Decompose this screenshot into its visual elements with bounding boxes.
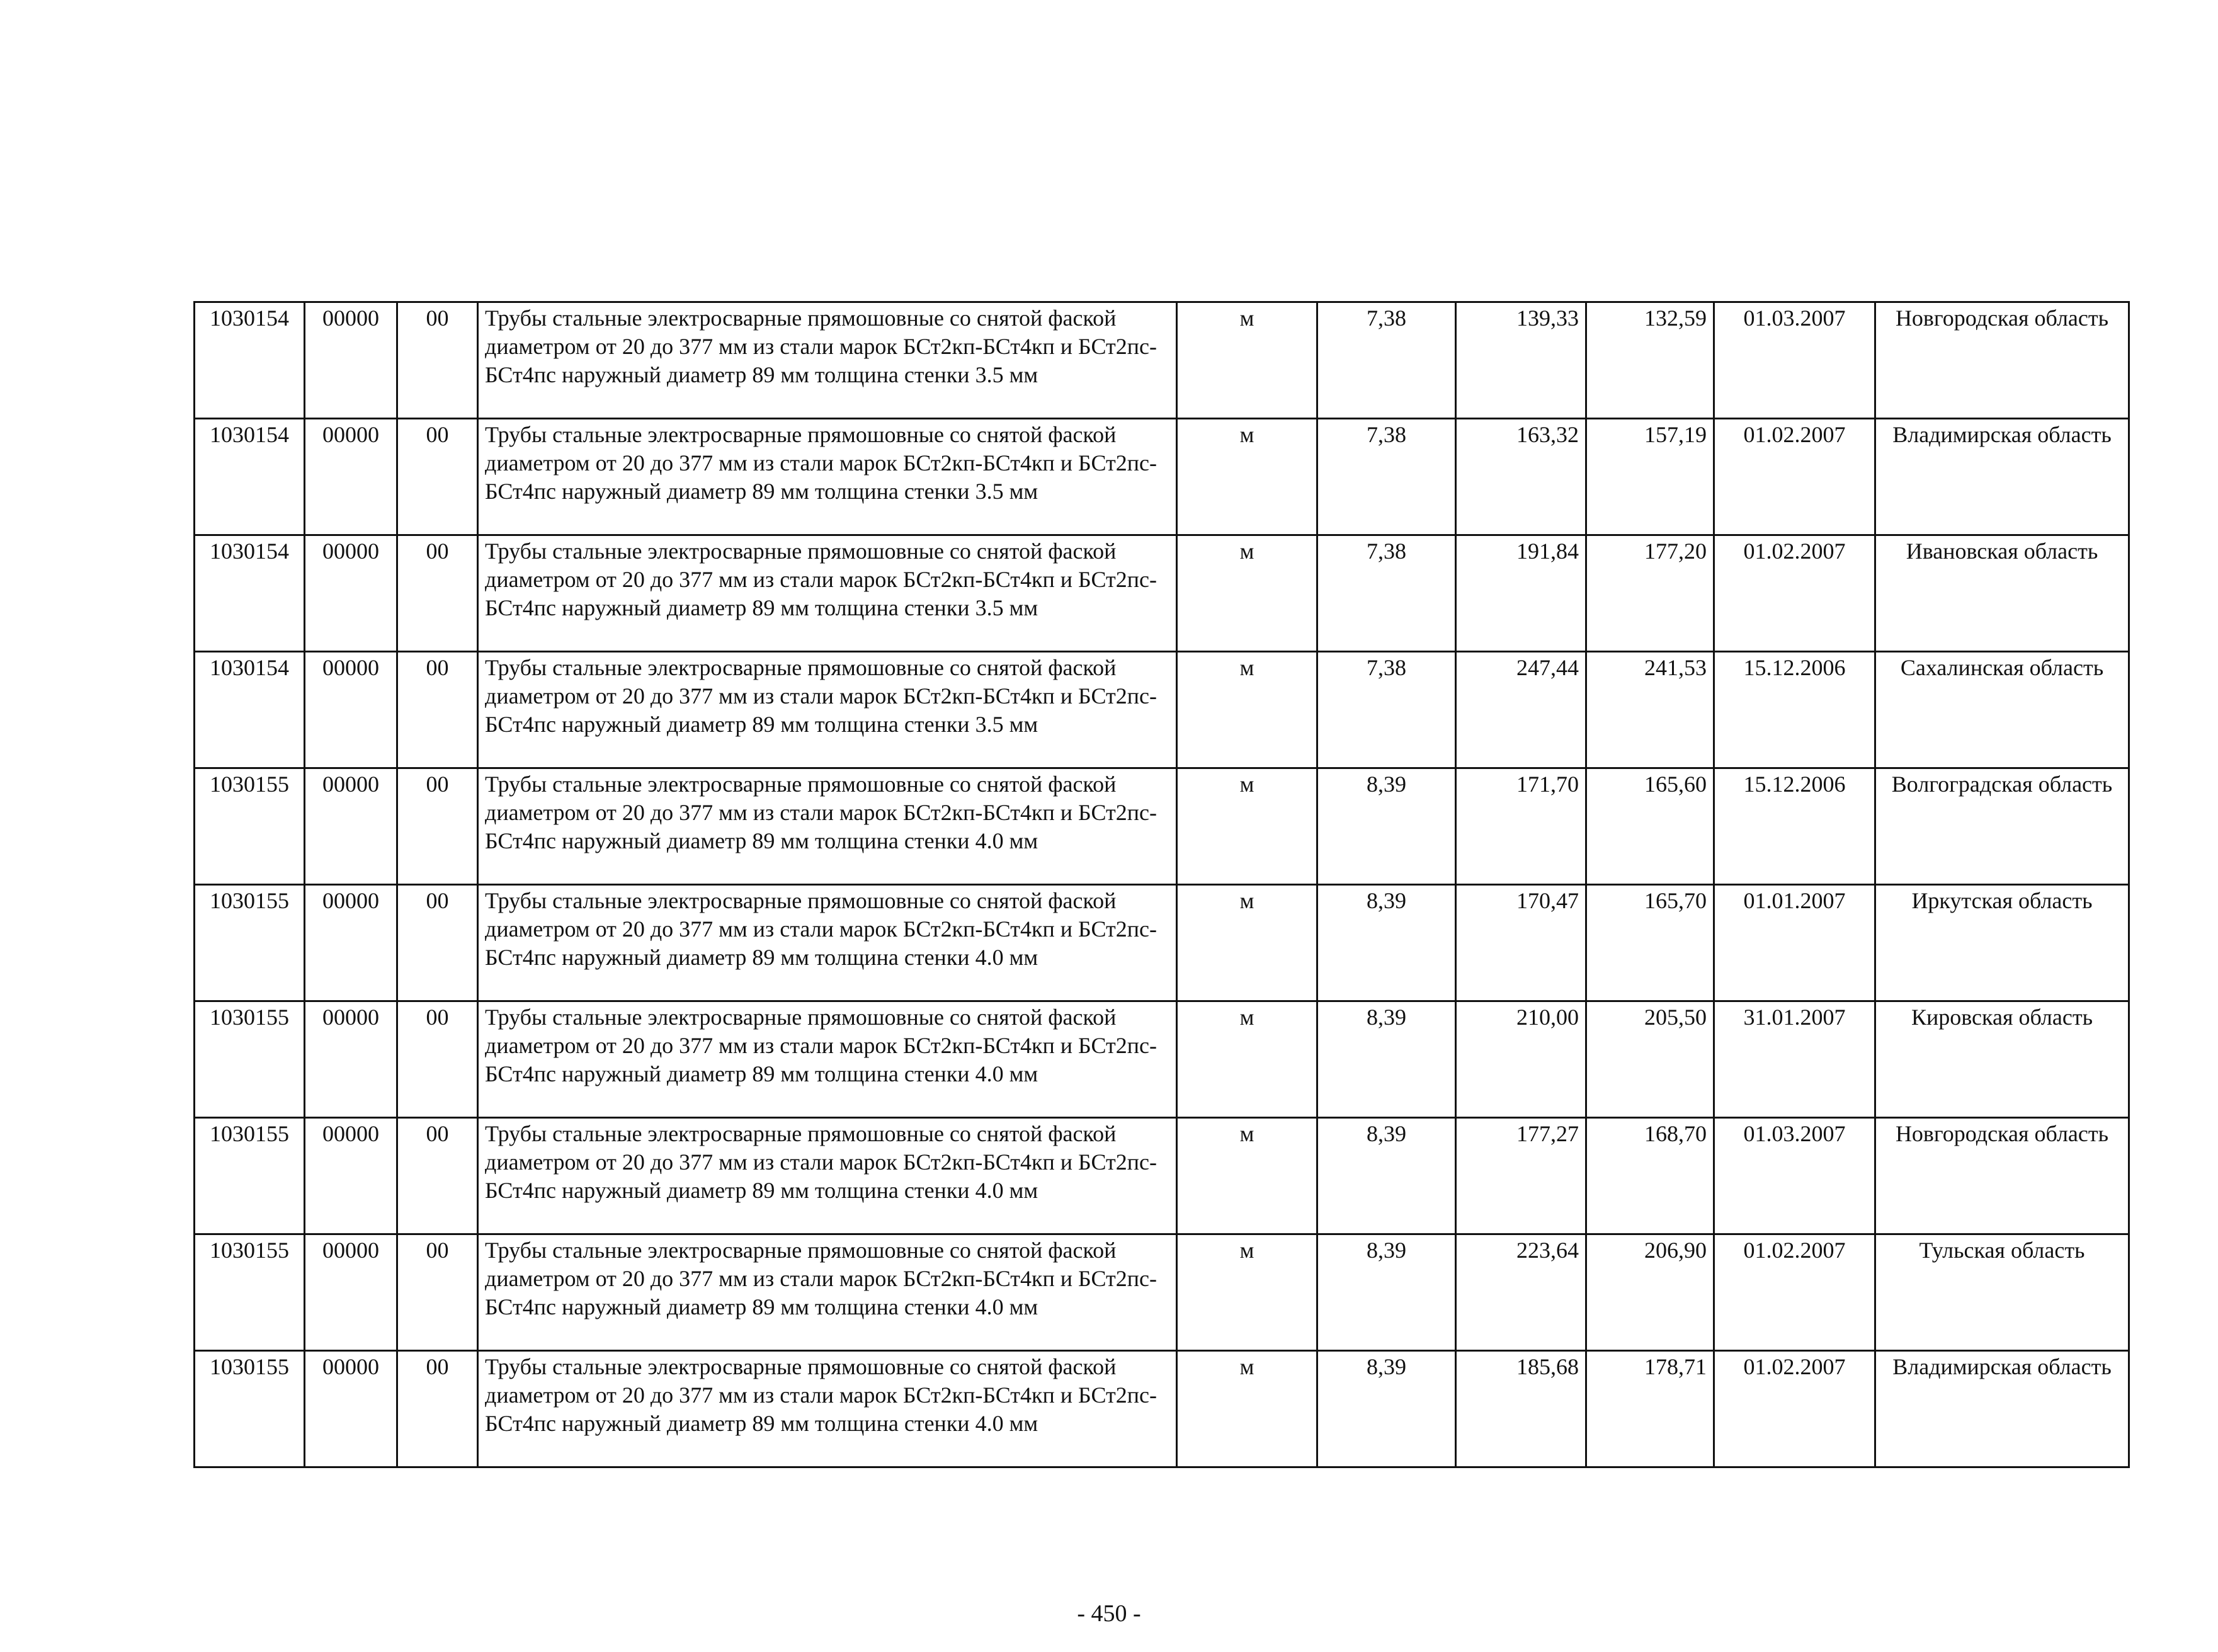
cell-variant: 00 — [397, 652, 478, 768]
table-row — [195, 302, 2129, 419]
table-row — [195, 419, 2129, 535]
price-table — [193, 301, 2130, 1468]
cell-description: Трубы стальные электросварные прямошовные со снятой фаской диаметром от 20 до 377 мм из стали марок БСт2кп-БСт4кп и БСт2пс-БСт4пс наружный диаметр 89 мм толщина стенки 4.0 мм — [478, 1351, 1177, 1467]
cell-price-1: 191,84 — [1456, 535, 1586, 652]
cell-price-1: 139,33 — [1456, 302, 1586, 419]
cell-code: 1030154 — [195, 302, 305, 419]
cell-subcode: 00000 — [305, 1234, 397, 1351]
cell-date: 01.02.2007 — [1714, 1234, 1875, 1351]
cell-date: 01.02.2007 — [1714, 535, 1875, 652]
cell-code: 1030155 — [195, 885, 305, 1001]
cell-unit: м — [1177, 885, 1317, 1001]
cell-description: Трубы стальные электросварные прямошовные со снятой фаской диаметром от 20 до 377 мм из стали марок БСт2кп-БСт4кп и БСт2пс-БСт4пс наружный диаметр 89 мм толщина стенки 3.5 мм — [478, 302, 1177, 419]
cell-weight: 7,38 — [1317, 652, 1456, 768]
cell-region: Сахалинская область — [1875, 652, 2129, 768]
cell-description: Трубы стальные электросварные прямошовные со снятой фаской диаметром от 20 до 377 мм из стали марок БСт2кп-БСт4кп и БСт2пс-БСт4пс наружный диаметр 89 мм толщина стенки 4.0 мм — [478, 1118, 1177, 1234]
cell-weight: 8,39 — [1317, 1118, 1456, 1234]
cell-price-2: 205,50 — [1586, 1001, 1714, 1118]
cell-price-2: 157,19 — [1586, 419, 1714, 535]
cell-code: 1030155 — [195, 1234, 305, 1351]
cell-code: 1030155 — [195, 1351, 305, 1467]
cell-region: Ивановская область — [1875, 535, 2129, 652]
cell-subcode: 00000 — [305, 419, 397, 535]
cell-date: 01.02.2007 — [1714, 1351, 1875, 1467]
cell-description: Трубы стальные электросварные прямошовные со снятой фаской диаметром от 20 до 377 мм из стали марок БСт2кп-БСт4кп и БСт2пс-БСт4пс наружный диаметр 89 мм толщина стенки 4.0 мм — [478, 768, 1177, 885]
cell-unit: м — [1177, 1001, 1317, 1118]
table-row — [195, 768, 2129, 885]
cell-subcode: 00000 — [305, 302, 397, 419]
cell-variant: 00 — [397, 768, 478, 885]
cell-description: Трубы стальные электросварные прямошовные со снятой фаской диаметром от 20 до 377 мм из стали марок БСт2кп-БСт4кп и БСт2пс-БСт4пс наружный диаметр 89 мм толщина стенки 4.0 мм — [478, 885, 1177, 1001]
cell-weight: 8,39 — [1317, 1001, 1456, 1118]
cell-date: 01.03.2007 — [1714, 302, 1875, 419]
table-row — [195, 1118, 2129, 1234]
cell-description: Трубы стальные электросварные прямошовные со снятой фаской диаметром от 20 до 377 мм из стали марок БСт2кп-БСт4кп и БСт2пс-БСт4пс наружный диаметр 89 мм толщина стенки 4.0 мм — [478, 1234, 1177, 1351]
cell-subcode: 00000 — [305, 885, 397, 1001]
cell-region: Тульская область — [1875, 1234, 2129, 1351]
cell-price-2: 177,20 — [1586, 535, 1714, 652]
cell-region: Владимирская область — [1875, 1351, 2129, 1467]
cell-weight: 8,39 — [1317, 885, 1456, 1001]
cell-region: Новгородская область — [1875, 1118, 2129, 1234]
cell-variant: 00 — [397, 1001, 478, 1118]
cell-date: 31.01.2007 — [1714, 1001, 1875, 1118]
page-number: - 450 - — [1077, 1600, 1141, 1627]
cell-code: 1030154 — [195, 419, 305, 535]
cell-region: Кировская область — [1875, 1001, 2129, 1118]
table-row — [195, 1351, 2129, 1467]
cell-price-2: 165,60 — [1586, 768, 1714, 885]
cell-price-2: 132,59 — [1586, 302, 1714, 419]
table-row — [195, 885, 2129, 1001]
cell-date: 01.02.2007 — [1714, 419, 1875, 535]
cell-subcode: 00000 — [305, 652, 397, 768]
cell-price-1: 247,44 — [1456, 652, 1586, 768]
cell-unit: м — [1177, 302, 1317, 419]
cell-code: 1030154 — [195, 652, 305, 768]
cell-unit: м — [1177, 1351, 1317, 1467]
cell-code: 1030154 — [195, 535, 305, 652]
cell-region: Новгородская область — [1875, 302, 2129, 419]
cell-description: Трубы стальные электросварные прямошовные со снятой фаской диаметром от 20 до 377 мм из стали марок БСт2кп-БСт4кп и БСт2пс-БСт4пс наружный диаметр 89 мм толщина стенки 3.5 мм — [478, 652, 1177, 768]
cell-price-1: 171,70 — [1456, 768, 1586, 885]
cell-unit: м — [1177, 652, 1317, 768]
cell-weight: 7,38 — [1317, 419, 1456, 535]
cell-date: 15.12.2006 — [1714, 652, 1875, 768]
cell-subcode: 00000 — [305, 1001, 397, 1118]
cell-weight: 7,38 — [1317, 302, 1456, 419]
cell-region: Иркутская область — [1875, 885, 2129, 1001]
cell-unit: м — [1177, 768, 1317, 885]
cell-variant: 00 — [397, 419, 478, 535]
cell-unit: м — [1177, 535, 1317, 652]
cell-variant: 00 — [397, 302, 478, 419]
table-row — [195, 1234, 2129, 1351]
cell-price-1: 163,32 — [1456, 419, 1586, 535]
cell-code: 1030155 — [195, 768, 305, 885]
cell-date: 01.01.2007 — [1714, 885, 1875, 1001]
cell-price-2: 241,53 — [1586, 652, 1714, 768]
cell-subcode: 00000 — [305, 535, 397, 652]
cell-price-2: 178,71 — [1586, 1351, 1714, 1467]
cell-variant: 00 — [397, 885, 478, 1001]
cell-description: Трубы стальные электросварные прямошовные со снятой фаской диаметром от 20 до 377 мм из стали марок БСт2кп-БСт4кп и БСт2пс-БСт4пс наружный диаметр 89 мм толщина стенки 3.5 мм — [478, 419, 1177, 535]
cell-region: Владимирская область — [1875, 419, 2129, 535]
cell-price-1: 177,27 — [1456, 1118, 1586, 1234]
cell-price-2: 165,70 — [1586, 885, 1714, 1001]
cell-subcode: 00000 — [305, 1351, 397, 1467]
cell-price-1: 170,47 — [1456, 885, 1586, 1001]
cell-variant: 00 — [397, 1234, 478, 1351]
cell-price-2: 206,90 — [1586, 1234, 1714, 1351]
table-row — [195, 652, 2129, 768]
cell-variant: 00 — [397, 1351, 478, 1467]
cell-unit: м — [1177, 1118, 1317, 1234]
cell-code: 1030155 — [195, 1001, 305, 1118]
cell-date: 15.12.2006 — [1714, 768, 1875, 885]
cell-subcode: 00000 — [305, 768, 397, 885]
cell-date: 01.03.2007 — [1714, 1118, 1875, 1234]
table-row — [195, 535, 2129, 652]
cell-price-1: 185,68 — [1456, 1351, 1586, 1467]
cell-unit: м — [1177, 419, 1317, 535]
cell-weight: 8,39 — [1317, 1234, 1456, 1351]
cell-code: 1030155 — [195, 1118, 305, 1234]
cell-price-1: 223,64 — [1456, 1234, 1586, 1351]
cell-weight: 8,39 — [1317, 768, 1456, 885]
cell-description: Трубы стальные электросварные прямошовные со снятой фаской диаметром от 20 до 377 мм из стали марок БСт2кп-БСт4кп и БСт2пс-БСт4пс наружный диаметр 89 мм толщина стенки 3.5 мм — [478, 535, 1177, 652]
table-row — [195, 1001, 2129, 1118]
cell-variant: 00 — [397, 1118, 478, 1234]
cell-weight: 8,39 — [1317, 1351, 1456, 1467]
cell-unit: м — [1177, 1234, 1317, 1351]
cell-weight: 7,38 — [1317, 535, 1456, 652]
cell-price-2: 168,70 — [1586, 1118, 1714, 1234]
cell-region: Волгоградская область — [1875, 768, 2129, 885]
cell-variant: 00 — [397, 535, 478, 652]
cell-subcode: 00000 — [305, 1118, 397, 1234]
cell-description: Трубы стальные электросварные прямошовные со снятой фаской диаметром от 20 до 377 мм из стали марок БСт2кп-БСт4кп и БСт2пс-БСт4пс наружный диаметр 89 мм толщина стенки 4.0 мм — [478, 1001, 1177, 1118]
cell-price-1: 210,00 — [1456, 1001, 1586, 1118]
